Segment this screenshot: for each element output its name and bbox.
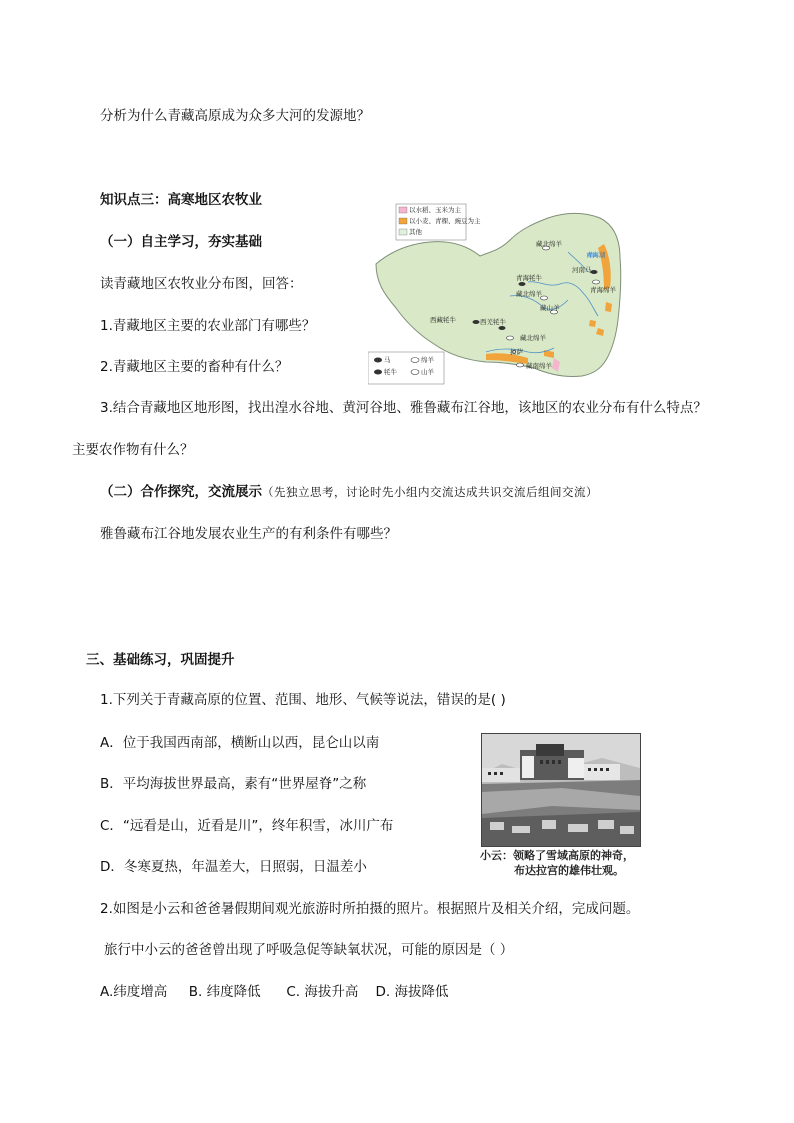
map-label-zangshan: 藏山羊 (540, 304, 560, 312)
map-animal-legend-horse: 马 (384, 356, 391, 364)
practice-q1-option-a: A．位于我国西南部，横断山以西，昆仑山以南 (100, 735, 380, 751)
photo-caption-line2: 布达拉宫的雄伟壮观。 (514, 864, 624, 877)
self-study-q1: 1.青藏地区主要的农业部门有哪些？ (100, 318, 316, 334)
map-label-qinghaihu: 青海湖 (586, 251, 606, 259)
practice-q2-sub: 旅行中小云的爸爸曾出现了呼吸急促等缺氧状况，可能的原因是（ ） (104, 942, 514, 958)
self-study-q2: 2.青藏地区主要的畜种有什么？ (100, 359, 289, 375)
coop-note: （先独立思考，讨论时先小组内交流达成共识交流后组间交流） (262, 485, 598, 499)
map-animal-legend-yak: 牦牛 (384, 368, 397, 376)
knowledge-point-3-title: 知识点三：高寒地区农牧业 (100, 192, 262, 208)
map-legend-rice-maize: 以水稻、玉米为主 (409, 206, 461, 214)
self-study-q3-line1: 3.结合青藏地区地形图，找出湟水谷地、黄河谷地、雅鲁藏布江谷地，该地区的农业分布有什么特点？ (100, 400, 707, 416)
potala-palace-photo (481, 733, 641, 847)
map-label-zangbei-top: 藏北绵羊 (536, 240, 562, 248)
self-study-intro: 读青藏地区农牧业分布图，回答： (100, 276, 303, 292)
coop-heading-line (100, 483, 598, 501)
photo-caption-line1: 小云：领略了雪域高原的神奇， (480, 849, 634, 862)
map-graphic (368, 202, 626, 386)
map-label-qinghai-maoniu: 青海牦牛 (516, 274, 542, 282)
practice-q1-option-d: D．冬寒夏热，年温差大，日照弱，日温差小 (100, 859, 367, 875)
practice-q1-option-b: B．平均海拔世界最高，素有“世界屋脊”之称 (100, 776, 367, 792)
map-label-xizang-maoniu: 西藏牦牛 (430, 316, 456, 324)
practice-q1-option-c: C．“远看是山，近看是川”，终年积雪，冰川广布 (100, 818, 394, 834)
self-study-q3-line2: 主要农作物有什么？ (72, 442, 194, 458)
self-study-heading: （一）自主学习，夯实基础 (100, 234, 262, 250)
map-label-qinghai-mianyang: 青海绵羊 (590, 286, 616, 294)
practice-q1: 1.下列关于青藏高原的位置、范围、地形、气候等说法，错误的是( ) (100, 692, 506, 708)
question-river-source: 分析为什么青藏高原成为众多大河的发源地？ (100, 108, 370, 124)
practice-heading: 三、基础练习，巩固提升 (86, 652, 235, 668)
coop-heading: （二）合作探究，交流展示 (100, 484, 262, 500)
map-label-lasa: 拉萨 (510, 348, 523, 356)
practice-q2: 2.如图是小云和爸爸暑假期间观光旅游时所拍摄的照片。根据照片及相关介绍，完成问题。 (100, 901, 640, 917)
map-animal-legend-sheep: 绵羊 (421, 356, 434, 364)
map-animal-legend-goat: 山羊 (421, 368, 434, 376)
map-label-zangnan: 藏南绵羊 (526, 362, 552, 370)
practice-q2-options: A.纬度增高 B. 纬度降低 C. 海拔升高 D. 海拔降低 (100, 984, 449, 1000)
agriculture-map (368, 202, 626, 386)
map-label-henan: 河南马 (572, 266, 592, 274)
coop-question: 雅鲁藏布江谷地发展农业生产的有利条件有哪些？ (100, 526, 397, 542)
potala-photo-graphic (482, 734, 640, 846)
map-legend-other: 其他 (409, 228, 422, 236)
map-label-zangbei-low: 藏北绵羊 (520, 334, 546, 342)
map-label-zangbei-mid: 藏北绵羊 (516, 290, 542, 298)
map-legend-wheat-barley: 以小麦、青稞、豌豆为主 (409, 217, 481, 225)
map-label-xiqiang: 西羌牦牛 (480, 318, 506, 326)
